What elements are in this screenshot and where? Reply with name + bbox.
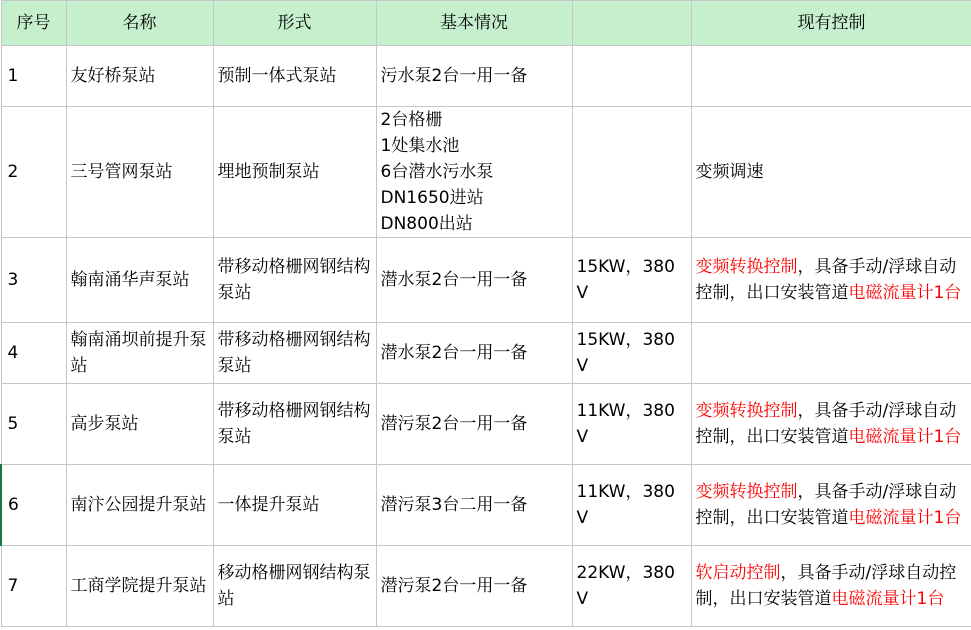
cell-no[interactable]: 4 xyxy=(1,323,66,384)
table-row xyxy=(1,384,971,465)
cell-name[interactable]: 南汴公园提升泵站 xyxy=(66,465,213,546)
cell-basic[interactable]: 潜水泵2台一用一备 xyxy=(376,238,572,323)
control-text: 变频调速 xyxy=(695,162,764,182)
cell-no[interactable]: 1 xyxy=(1,46,66,107)
cell-power[interactable]: 15KW，380V xyxy=(572,323,691,384)
header-cell-name[interactable]: 名称 xyxy=(66,1,213,46)
control-highlight-meter: 电磁流量计1台 xyxy=(848,508,962,528)
cell-power[interactable] xyxy=(572,46,691,107)
cell-power[interactable]: 11KW，380V xyxy=(572,384,691,465)
control-highlight-meter: 电磁流量计1台 xyxy=(848,427,962,447)
cell-form[interactable]: 带移动格栅网钢结构泵站 xyxy=(213,238,376,323)
cell-no[interactable]: 2 xyxy=(1,107,66,238)
control-highlight: 变频转换控制 xyxy=(695,401,798,421)
table-row xyxy=(1,46,971,107)
cell-power[interactable] xyxy=(572,107,691,238)
cell-basic[interactable]: 潜水泵2台一用一备 xyxy=(376,323,572,384)
cell-control[interactable] xyxy=(691,107,971,238)
control-text: ，具备手动/浮球自动控制，出口安装管道 xyxy=(695,401,957,447)
header-cell-form[interactable]: 形式 xyxy=(213,1,376,46)
basic-line: DN1650进站 xyxy=(380,188,484,208)
cell-form[interactable]: 预制一体式泵站 xyxy=(213,46,376,107)
cell-no[interactable]: 6 xyxy=(1,465,66,546)
control-text: ，具备手动/浮球自动控制，出口安装管道 xyxy=(695,482,957,528)
cell-power[interactable]: 22KW，380V xyxy=(572,546,691,627)
cell-name[interactable]: 三号管网泵站 xyxy=(66,107,213,238)
cell-no[interactable]: 3 xyxy=(1,238,66,323)
cell-control[interactable] xyxy=(691,384,971,465)
header-row xyxy=(1,1,971,46)
cell-form[interactable]: 埋地预制泵站 xyxy=(213,107,376,238)
cell-basic[interactable]: 污水泵2台一用一备 xyxy=(376,46,572,107)
control-highlight-meter: 电磁流量计1台 xyxy=(831,589,945,609)
cell-form[interactable]: 带移动格栅网钢结构泵站 xyxy=(213,384,376,465)
basic-line: DN800出站 xyxy=(380,214,473,234)
cell-basic[interactable]: 潜污泵2台一用一备 xyxy=(376,546,572,627)
cell-control[interactable] xyxy=(691,546,971,627)
cell-name[interactable]: 高步泵站 xyxy=(66,384,213,465)
basic-line: 1处集水池 xyxy=(380,136,460,156)
cell-basic[interactable]: 潜污泵2台一用一备 xyxy=(376,384,572,465)
cell-control[interactable] xyxy=(691,323,971,384)
control-highlight: 软启动控制 xyxy=(695,563,781,583)
cell-basic[interactable] xyxy=(376,107,572,238)
cell-name[interactable]: 翰南涌坝前提升泵站 xyxy=(66,323,213,384)
header-cell-no[interactable]: 序号 xyxy=(1,1,66,46)
table-row xyxy=(1,323,971,384)
control-highlight-meter: 电磁流量计1台 xyxy=(848,283,962,303)
cell-name[interactable]: 友好桥泵站 xyxy=(66,46,213,107)
header-cell-control[interactable]: 现有控制 xyxy=(691,1,971,46)
control-text: ，具备手动/浮球自动控制，出口安装管道 xyxy=(695,257,957,303)
cell-control[interactable] xyxy=(691,46,971,107)
cell-no[interactable]: 5 xyxy=(1,384,66,465)
control-highlight: 变频转换控制 xyxy=(695,482,798,502)
basic-line: 2台格栅 xyxy=(380,110,443,130)
cell-name[interactable]: 翰南涌华声泵站 xyxy=(66,238,213,323)
table-row xyxy=(1,107,971,238)
control-text: ，具备手动/浮球自动控制，出口安装管道 xyxy=(695,563,957,609)
cell-form[interactable]: 移动格栅网钢结构泵站 xyxy=(213,546,376,627)
table-row xyxy=(1,465,971,546)
cell-basic[interactable]: 潜污泵3台二用一备 xyxy=(376,465,572,546)
cell-control[interactable] xyxy=(691,238,971,323)
cell-form[interactable]: 带移动格栅网钢结构泵站 xyxy=(213,323,376,384)
header-cell-power[interactable] xyxy=(572,1,691,46)
header-cell-basic[interactable]: 基本情况 xyxy=(376,1,572,46)
cell-power[interactable]: 15KW，380V xyxy=(572,238,691,323)
cell-form[interactable]: 一体提升泵站 xyxy=(213,465,376,546)
cell-control[interactable] xyxy=(691,465,971,546)
cell-name[interactable]: 工商学院提升泵站 xyxy=(66,546,213,627)
cell-power[interactable]: 11KW，380V xyxy=(572,465,691,546)
basic-line: 6台潜水污水泵 xyxy=(380,162,494,182)
table-row xyxy=(1,238,971,323)
cell-no[interactable]: 7 xyxy=(1,546,66,627)
table-row xyxy=(1,546,971,627)
control-highlight: 变频转换控制 xyxy=(695,257,798,277)
